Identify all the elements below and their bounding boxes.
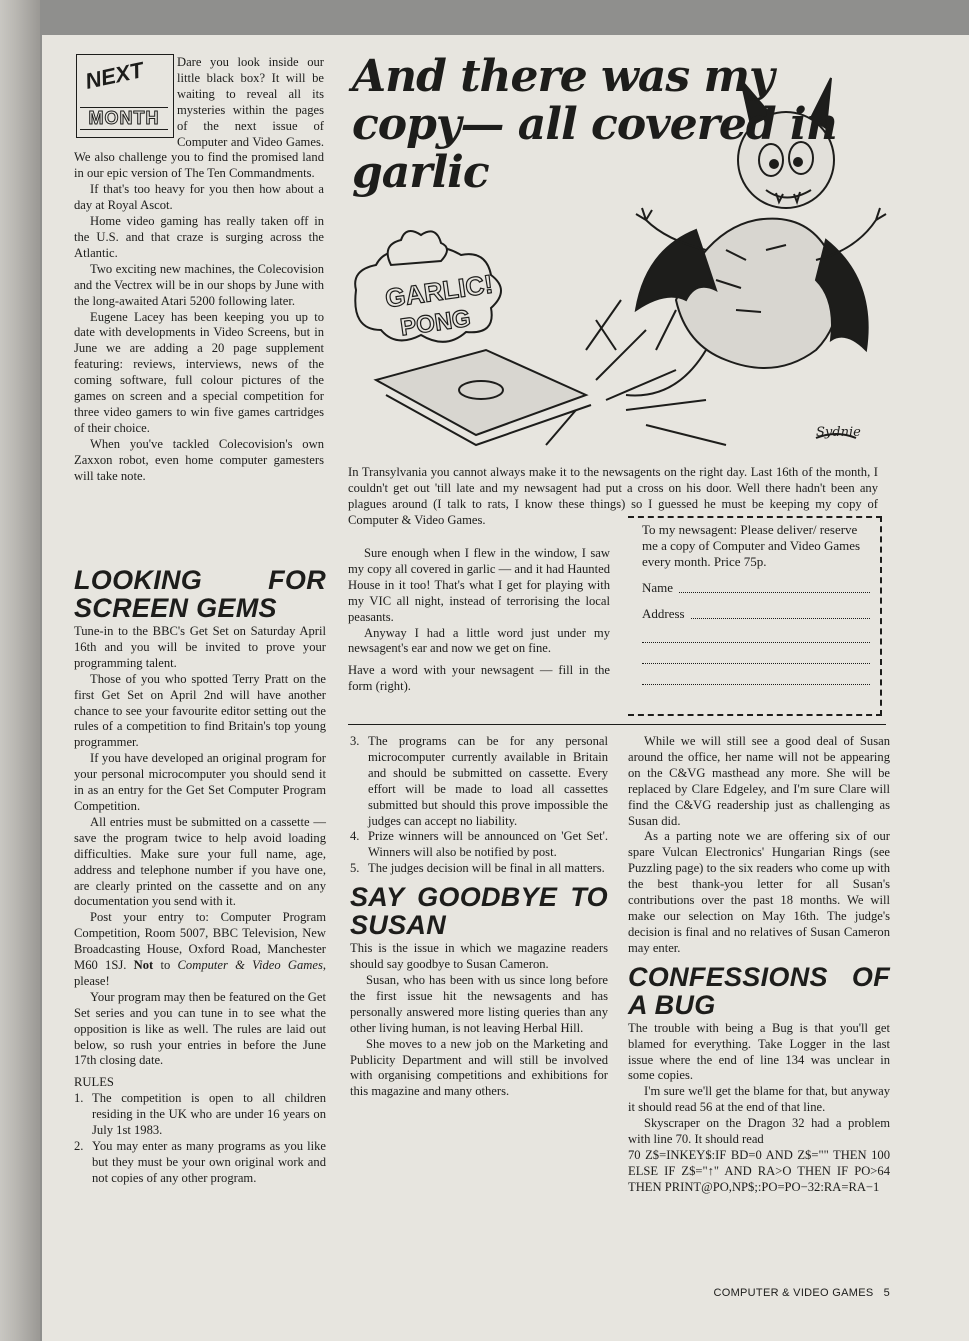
rule-item: 4. Prize winners will be announced on 'Get Set'. Winners will also be notified by post. [350, 829, 608, 860]
next-month-paragraph: Two exciting new machines, the Colecovision and the Vectrex will be in our shops by June with the long-awaited Atari 5200 following later. [74, 261, 324, 308]
bug-paragraph: I'm sure we'll get the blame for that, but anyway it should read 56 at the end of that line. [628, 1084, 890, 1115]
art-garlic-text: GARLIC! [383, 268, 495, 314]
art-pong-text: PONG [398, 304, 473, 342]
garlic-paragraph: Anyway I had a little word just under my newsagent's ear and now we get on fine. [348, 625, 610, 656]
screen-gems-paragraph: Your program may then be featured on the Get Set series and you can tune in to see what the opposition is like as well. The rules are laid out below, so rush your entries in before the June 17th closing date. [74, 989, 326, 1068]
form-address-label: Address [642, 606, 685, 621]
section-divider [348, 724, 886, 725]
bug-code-listing: 70 Z$=INKEY$:IF BD=0 AND Z$="" THEN 100 ELSE IF Z$="↑" AND RA>O THEN IF PO>64 THEN PRINT@PO,NP$;:PO=PO−32:RA=RA−1 [628, 1147, 890, 1194]
form-address-line[interactable] [642, 670, 870, 685]
binding-gutter [0, 0, 40, 1341]
form-address-line[interactable] [642, 628, 870, 643]
goodbye-paragraph: This is the issue in which we magazine readers should say goodbye to Susan Cameron. [350, 941, 608, 972]
form-name-field[interactable] [679, 580, 870, 593]
screen-gems-paragraph: If you have developed an original program for your personal microcomputer you should send it in as an entry for the Get Set Computer Program Competition. [74, 751, 326, 813]
screen-gems-paragraph: Tune-in to the BBC's Get Set on Saturday April 16th and you will be invited to prove your programming talent. [74, 624, 326, 670]
next-month-paragraph: Dare you look inside our little black box? It will be waiting to reveal all its mysteries within the pages of the next issue of Computer and Video Games. We also challenge you to find the promised land in our epic version of The Ten Commandments. [74, 55, 324, 181]
newsagent-order-form[interactable] [628, 516, 882, 716]
rules-list [74, 1091, 326, 1186]
garlic-paragraph: In Transylvania you cannot always make it to the newsagents on the right day. Last 16th of the month, I couldn't get out 'till late and my newsagent had put a cross on his door. Well there hadn't been any plagues around (I talk to rats, I know these things) so I guessed he must be keeping my copy of Computer & Video Games. [348, 465, 878, 527]
form-instructions: To my newsagent: Please deliver/ reserve me a copy of Computer and Video Games every month. Price 75p. [642, 522, 861, 569]
screen-gems-paragraph: Post your entry to: Computer Program Competition, Room 5007, BBC Television, New Broadcasting House, Oxford Road, Manchester M60 1SJ. Not to Computer & Video Games, please! [74, 910, 326, 988]
form-address-field[interactable] [691, 606, 870, 619]
form-address-line[interactable] [642, 649, 870, 664]
artist-signature: Sydnie [816, 425, 861, 440]
next-month-paragraph: If that's too heavy for you then how about a day at Royal Ascot. [74, 182, 324, 213]
goodbye-heading: SAY GOODBYE TO SUSAN [350, 882, 608, 941]
rules-and-goodbye-column [350, 734, 608, 1100]
garlic-headline: And there was my copy— all covered in garlic [352, 51, 837, 198]
rule-item: 5. The judges decision will be final in all matters. [350, 861, 605, 876]
rule-item: 3. The programs can be for any personal microcomputer currently available in Britain and should be submitted on cassette. Every effort will be made to load all cassettes submitted but should this prove impossible the judges can accept no liability. [350, 734, 608, 828]
screen-gems-paragraph: Those of you who spotted Terry Pratt on the first Get Set on April 2nd will have another chance to see your favourite editor setting out the rules of a competition to find Britain's top young programmer. [74, 671, 326, 750]
bug-heading: CONFESSIONS OF A BUG [628, 961, 890, 1020]
rules-list-continued [350, 734, 608, 877]
rule-item: 1. The competition is open to all children residing in the UK who are under 16 years on July 1st 1983. [74, 1091, 326, 1138]
goodbye-paragraph: As a parting note we are offering six of our spare Vulcan Electronics' Hungarian Rings (see Puzzling page) to the six readers who come up with the best thank-you letter for all Susan's contributions over the past 18 months. We will make our selection on May 16th. The judge's decision is final and no relatives of Susan Cameron may enter. [628, 829, 890, 955]
bug-paragraph: The trouble with being a Bug is that you'll get blamed for everything. Take Logger in the last issue where the end of line 134 was unclear in some copies. [628, 1020, 890, 1083]
footer-magazine-name: COMPUTER & VIDEO GAMES [713, 1287, 874, 1299]
next-month-badge-top: NEXT [82, 57, 146, 94]
rule-item: 2. You may enter as many programs as you like but they must be your own original work and not copies of any other program. [74, 1139, 326, 1185]
screen-gems-paragraph: All entries must be submitted on a cassette — save the program twice to help avoid loading difficulties. Make sure your full name, age, address and telephone number if you have one, are clearly printed on the cassette and on any documentation you send with it. [74, 814, 326, 909]
next-month-article [74, 55, 324, 484]
form-address-row[interactable] [642, 606, 870, 622]
garlic-paragraph: Have a word with your newsagent — fill in the form (right). [348, 663, 610, 694]
screen-gems-heading: LOOKING FOR SCREEN GEMS [74, 565, 326, 623]
goodbye-paragraph: Susan, who has been with us since long before the first issue hit the newsagents and has personally answered more listing queries than any other living human, is not leaving Herbal Hill. [350, 972, 608, 1035]
next-month-paragraph: When you've tackled Colecovision's own Zaxxon robot, even home computer gamesters will take note. [74, 436, 324, 483]
goodbye-and-bug-column [628, 734, 890, 1196]
garlic-article-continued [348, 546, 610, 695]
bug-paragraph: Skyscraper on the Dragon 32 had a problem with line 70. It should read [628, 1116, 890, 1147]
next-month-badge-bottom: MONTH [80, 107, 168, 130]
form-name-row[interactable] [642, 580, 870, 596]
page-footer [658, 1287, 890, 1299]
form-name-label: Name [642, 580, 674, 595]
next-month-paragraph: Eugene Lacey has been keeping you up to date with developments in Video Screens, but in June we are adding a 20 page supplement featuring: reviews, interviews, news of the coming software, full colour pictures of the games on screen and a special competition for three video gamers to win five games cartridges of their choice. [74, 309, 324, 435]
next-month-paragraph: Home video gaming has really taken off in the U.S. and that craze is surging across the Atlantic. [74, 214, 324, 260]
goodbye-paragraph: While we will still see a good deal of Susan around the office, her name will not be appearing on the C&VG masthead any more. She will be replaced by Clare Edgeley, and I'm sure Clare will find the C&VG readership just as challenging as Susan did. [628, 734, 890, 828]
footer-page-number: 5 [883, 1287, 890, 1299]
goodbye-paragraph: She moves to a new job on the Marketing and Publicity Department and will still be involved with organising competitions and exhibitions for this magazine and many others. [350, 1036, 608, 1099]
rules-label: RULES [74, 1075, 114, 1090]
screen-gems-article [74, 560, 326, 1187]
garlic-paragraph: Sure enough when I flew in the window, I saw my copy all covered in garlic — and it had Haunted House in it too! That's what I get for playing with my VIC all night, instead of terrorising the local peasants. [348, 546, 610, 624]
